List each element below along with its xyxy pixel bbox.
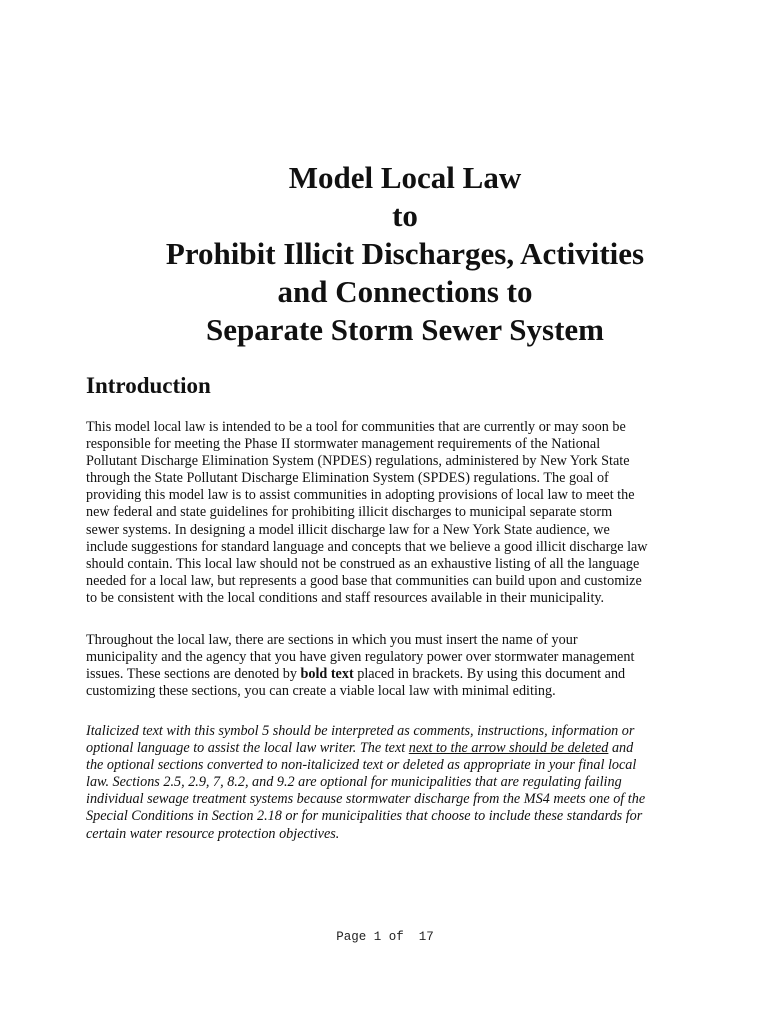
text-line: Special Conditions in Section 2.18 or for municipalities that choose to include these standards for xyxy=(86,808,643,825)
introduction-paragraph-1 xyxy=(86,419,696,607)
text-line: include suggestions for standard language and concepts that we believe a good illicit discharge law xyxy=(86,538,648,555)
text-line: certain water resource protection objectives. xyxy=(86,825,340,842)
text-line: Italicized text with this symbol 5 should be interpreted as comments, instructions, information or xyxy=(86,723,635,739)
text-line: needed for a local law, but represents a good base that communities can build upon and customize xyxy=(86,572,642,589)
text-line: sewer systems. In designing a model illicit discharge law for a New York State audience, we xyxy=(86,521,610,538)
page-number-footer: Page 1 of 17 xyxy=(336,930,434,944)
text-line xyxy=(86,666,696,683)
title-line: Separate Storm Sewer System xyxy=(205,312,605,347)
introduction-paragraph-2 xyxy=(86,632,696,700)
underlined-text: next to the arrow should be deleted xyxy=(408,740,609,757)
text-line: Pollutant Discharge Elimination System (NPDES) regulations, administered by New York State xyxy=(86,453,630,470)
title-line: to xyxy=(392,198,418,233)
text-segment: placed in brackets. By using this document and xyxy=(353,666,626,683)
title-line: Model Local Law xyxy=(288,160,522,195)
text-line: should contain. This local law should not be construed as an exhaustive listing of all the language xyxy=(86,555,640,572)
introduction-paragraph-3 xyxy=(86,723,696,843)
text-line: responsible for meeting the Phase II stormwater management requirements of the National xyxy=(86,436,601,453)
text-line: municipality and the agency that you have given regulatory power over stormwater management xyxy=(86,649,635,666)
text-segment: issues. These sections are denoted by xyxy=(86,666,301,683)
document-title xyxy=(60,159,750,349)
text-segment: and xyxy=(608,740,634,757)
text-line xyxy=(86,740,696,757)
text-line: new federal and state guidelines for prohibiting illicit discharges to municipal separate storm xyxy=(86,504,613,521)
text-line: This model local law is intended to be a tool for communities that are currently or may soon be xyxy=(86,419,626,435)
title-line: and Connections to xyxy=(277,274,533,309)
text-line: individual sewage treatment systems because stormwater discharge from the MS4 meets one of the xyxy=(86,791,646,808)
text-line: law. Sections 2.5, 2.9, 7, 8.2, and 9.2 are optional for municipalities that are regulating failing xyxy=(86,774,622,791)
text-line: providing this model law is to assist communities in adopting provisions of local law to meet the xyxy=(86,487,635,504)
text-line: the optional sections converted to non-italicized text or deleted as appropriate in your final local xyxy=(86,757,637,774)
text-line: through the State Pollutant Discharge Elimination System (SPDES) regulations. The goal of xyxy=(86,470,609,487)
introduction-heading: Introduction xyxy=(86,373,211,398)
text-line: to be consistent with the local conditions and staff resources available in their municipality. xyxy=(86,589,605,606)
bold-text-example: bold text xyxy=(300,666,354,683)
text-line: customizing these sections, you can create a viable local law with minimal editing. xyxy=(86,683,556,700)
text-segment: optional language to assist the local law writer. The text xyxy=(86,740,409,757)
title-line: Prohibit Illicit Discharges, Activities xyxy=(165,236,645,271)
text-line: Throughout the local law, there are sections in which you must insert the name of your xyxy=(86,632,578,648)
